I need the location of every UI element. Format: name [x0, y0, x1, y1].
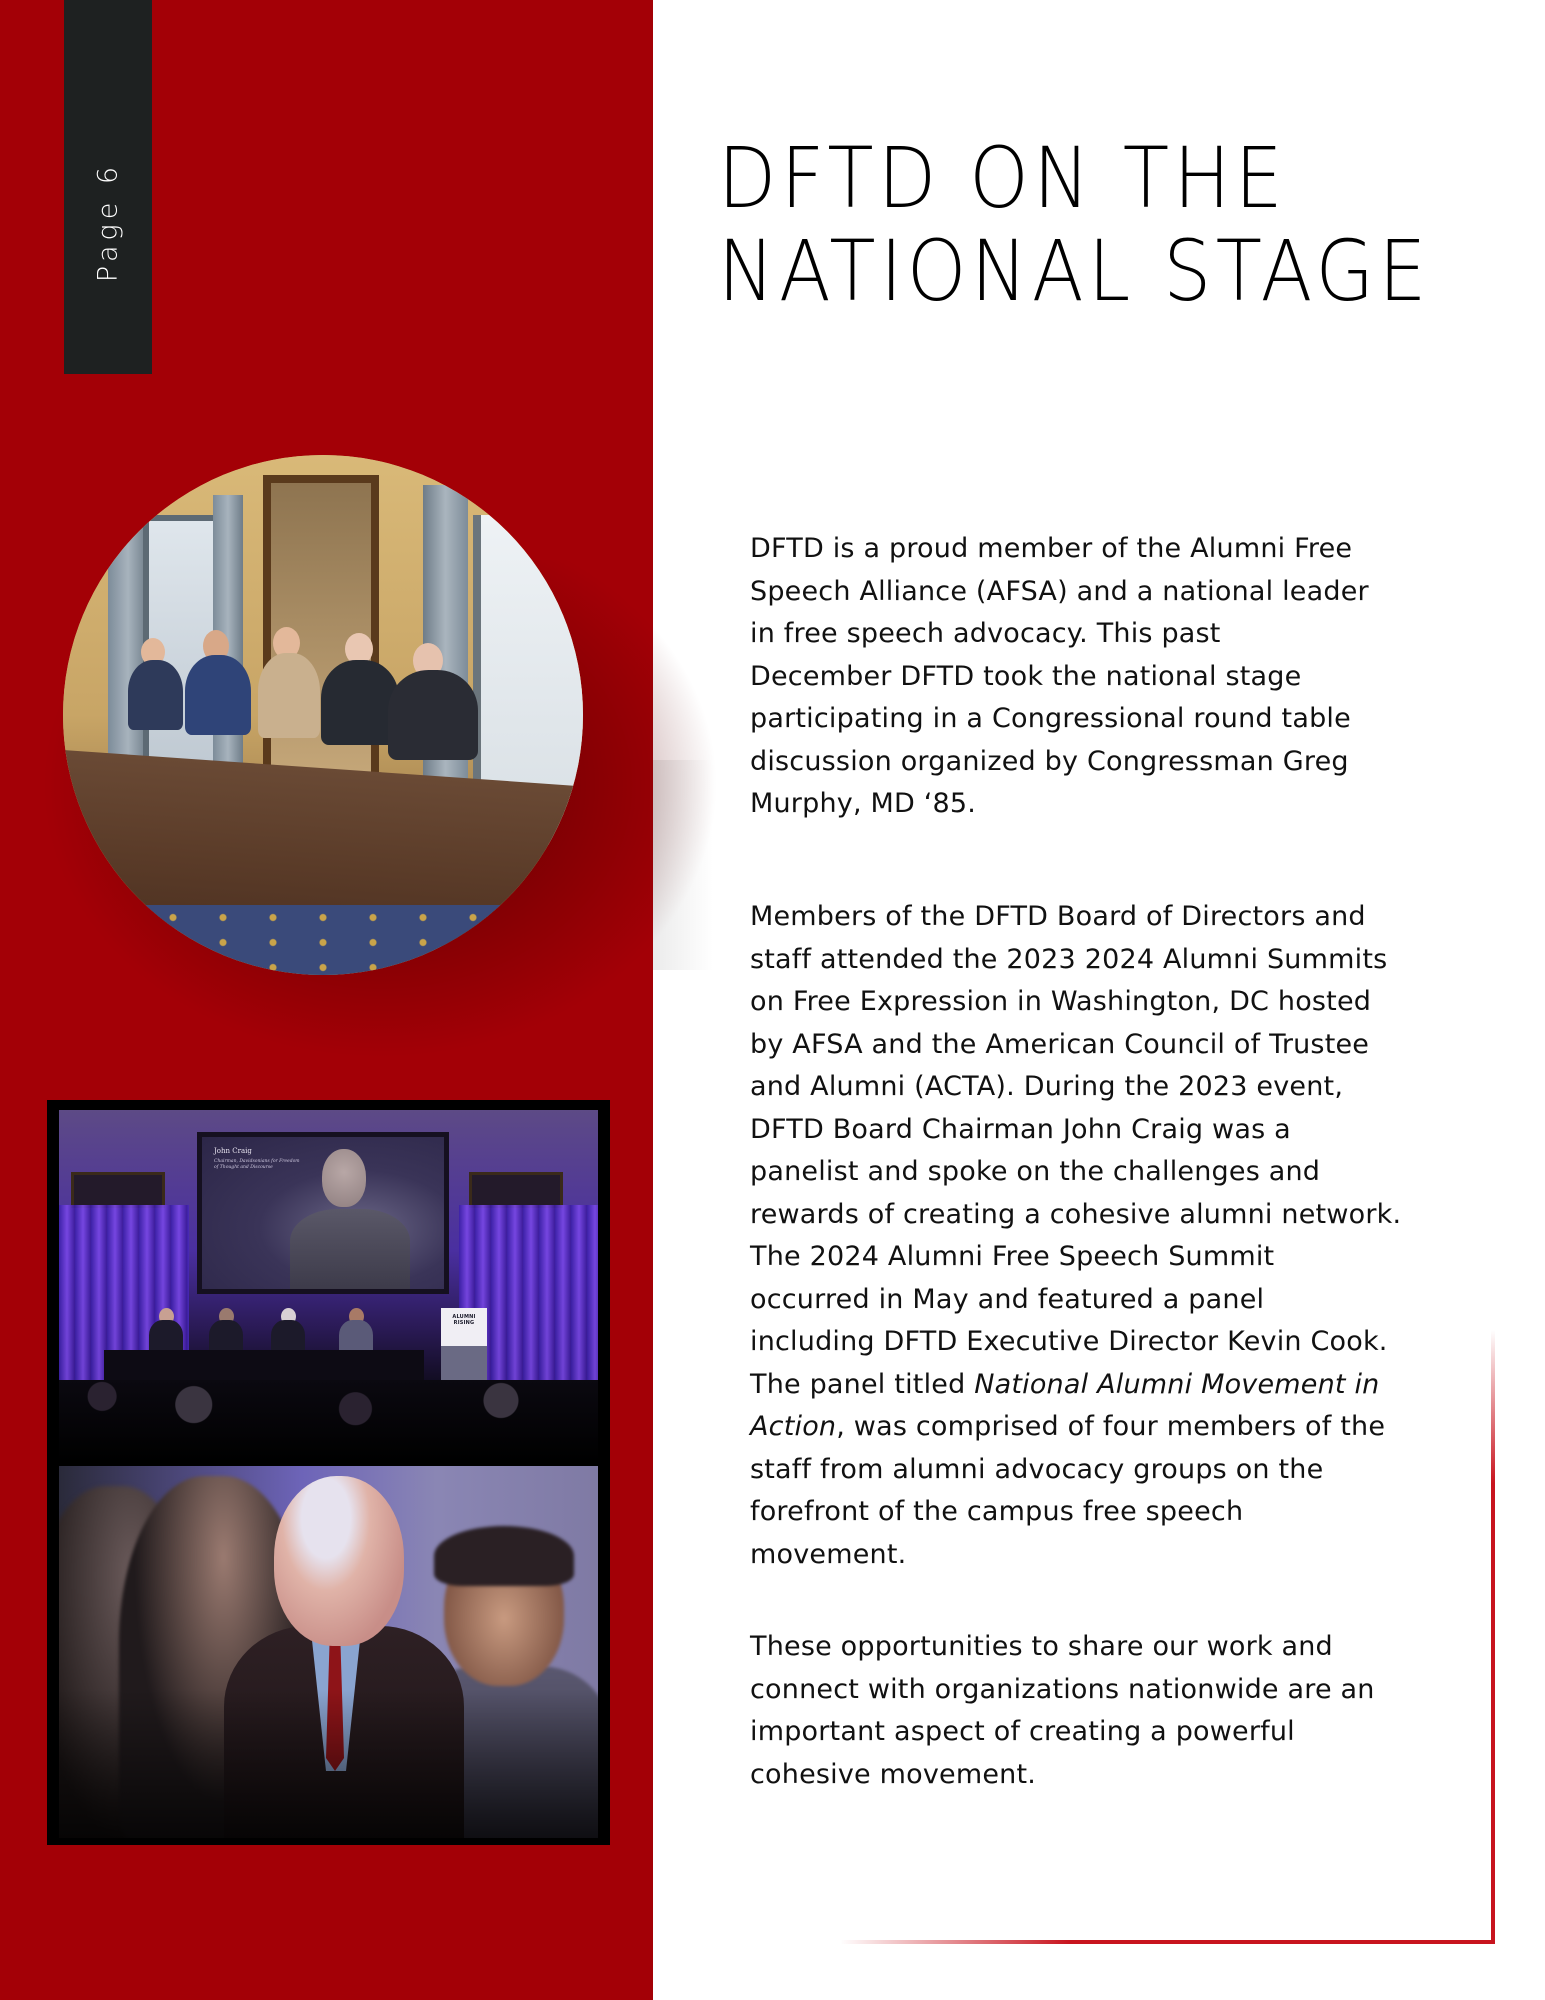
text-line: connect with organizations nationwide are an: [750, 1673, 1375, 1705]
panelist: [185, 655, 251, 735]
circle-photo-shadow-edge: [653, 760, 713, 970]
text-line: [750, 1364, 1510, 1407]
text-line: These opportunities to share our work and: [750, 1631, 1333, 1662]
panelist: [128, 660, 183, 730]
text-line: movement.: [750, 1538, 907, 1570]
text-line: important aspect of creating a powerful: [750, 1716, 1295, 1747]
text-span: The panel titled: [750, 1368, 975, 1400]
panelist-closeup-photo: [59, 1466, 598, 1838]
round-table-photo: [63, 455, 583, 975]
screen-name-text: John Craig: [214, 1147, 252, 1155]
text-line: Speech Alliance (AFSA) and a national leader: [750, 575, 1369, 607]
page-number-tab: [64, 0, 152, 374]
audience: [59, 1380, 598, 1462]
projection-image: [202, 1137, 444, 1289]
text-line: rewards of creating a cohesive alumni network.: [750, 1198, 1402, 1230]
text-line: on Free Expression in Washington, DC hosted: [750, 986, 1372, 1017]
decorative-corner-line-horizontal: [840, 1940, 1495, 1944]
text-line: occurred in May and featured a panel: [750, 1283, 1265, 1315]
summit-photo-collage: [47, 1100, 610, 1845]
page-title: [718, 129, 1431, 320]
photo-carpet: [63, 905, 583, 975]
text-line: in free speech advocacy. This past: [750, 618, 1221, 649]
decorative-corner-line-vertical: [1491, 1330, 1495, 1944]
closing-paragraph: [750, 1626, 1510, 1796]
text-line: including DFTD Executive Director Kevin Cook.: [750, 1326, 1388, 1357]
text-line: participating in a Congressional round table: [750, 703, 1351, 734]
summits-paragraph: [750, 896, 1510, 1576]
text-line: forefront of the campus free speech: [750, 1496, 1244, 1527]
podium-sign-text: ALUMNI RISING: [452, 1314, 476, 1326]
text-line: DFTD Board Chairman John Craig was a: [750, 1113, 1291, 1145]
wall-painting: [71, 1172, 165, 1208]
text-line: Members of the DFTD Board of Directors and: [750, 901, 1366, 932]
intro-paragraph: [750, 528, 1510, 826]
text-line: and Alumni (ACTA). During the 2023 event,: [750, 1071, 1344, 1102]
panelist: [388, 670, 478, 760]
panel-title-italic: National Alumni Movement in: [974, 1368, 1380, 1400]
text-line: DFTD is a proud member of the Alumni Free: [750, 533, 1353, 564]
portrait-body: [290, 1209, 410, 1289]
text-line: panelist and spoke on the challenges and: [750, 1156, 1321, 1187]
text-line: December DFTD took the national stage: [750, 660, 1302, 692]
projection-screen: [197, 1132, 449, 1294]
text-line: The 2024 Alumni Free Speech Summit: [750, 1241, 1275, 1272]
text-line: [750, 1406, 1510, 1449]
text-line: discussion organized by Congressman Greg: [750, 745, 1349, 777]
panelist: [258, 653, 320, 738]
text-line: cohesive movement.: [750, 1758, 1037, 1790]
screen-role-text: Chairman, Davidsonians for Freedom of Thought and Discourse: [214, 1159, 300, 1170]
summit-stage-photo: [59, 1110, 598, 1462]
page-number-label: Page 6: [92, 161, 124, 283]
title-line-1: DFTD ON THE: [718, 129, 1288, 227]
portrait-head: [322, 1149, 366, 1207]
text-line: staff attended the 2023 2024 Alumni Summits: [750, 943, 1388, 975]
title-line-2: NATIONAL STAGE: [718, 222, 1431, 320]
photo-vignette: [59, 1466, 598, 1838]
text-line: Murphy, MD ‘85.: [750, 788, 977, 819]
text-line: staff from alumni advocacy groups on the: [750, 1453, 1324, 1485]
text-span: , was comprised of four members of the: [836, 1411, 1386, 1442]
panel-title-italic: Action: [750, 1411, 837, 1442]
wall-painting: [469, 1172, 563, 1208]
text-line: by AFSA and the American Council of Trustee: [750, 1028, 1370, 1060]
